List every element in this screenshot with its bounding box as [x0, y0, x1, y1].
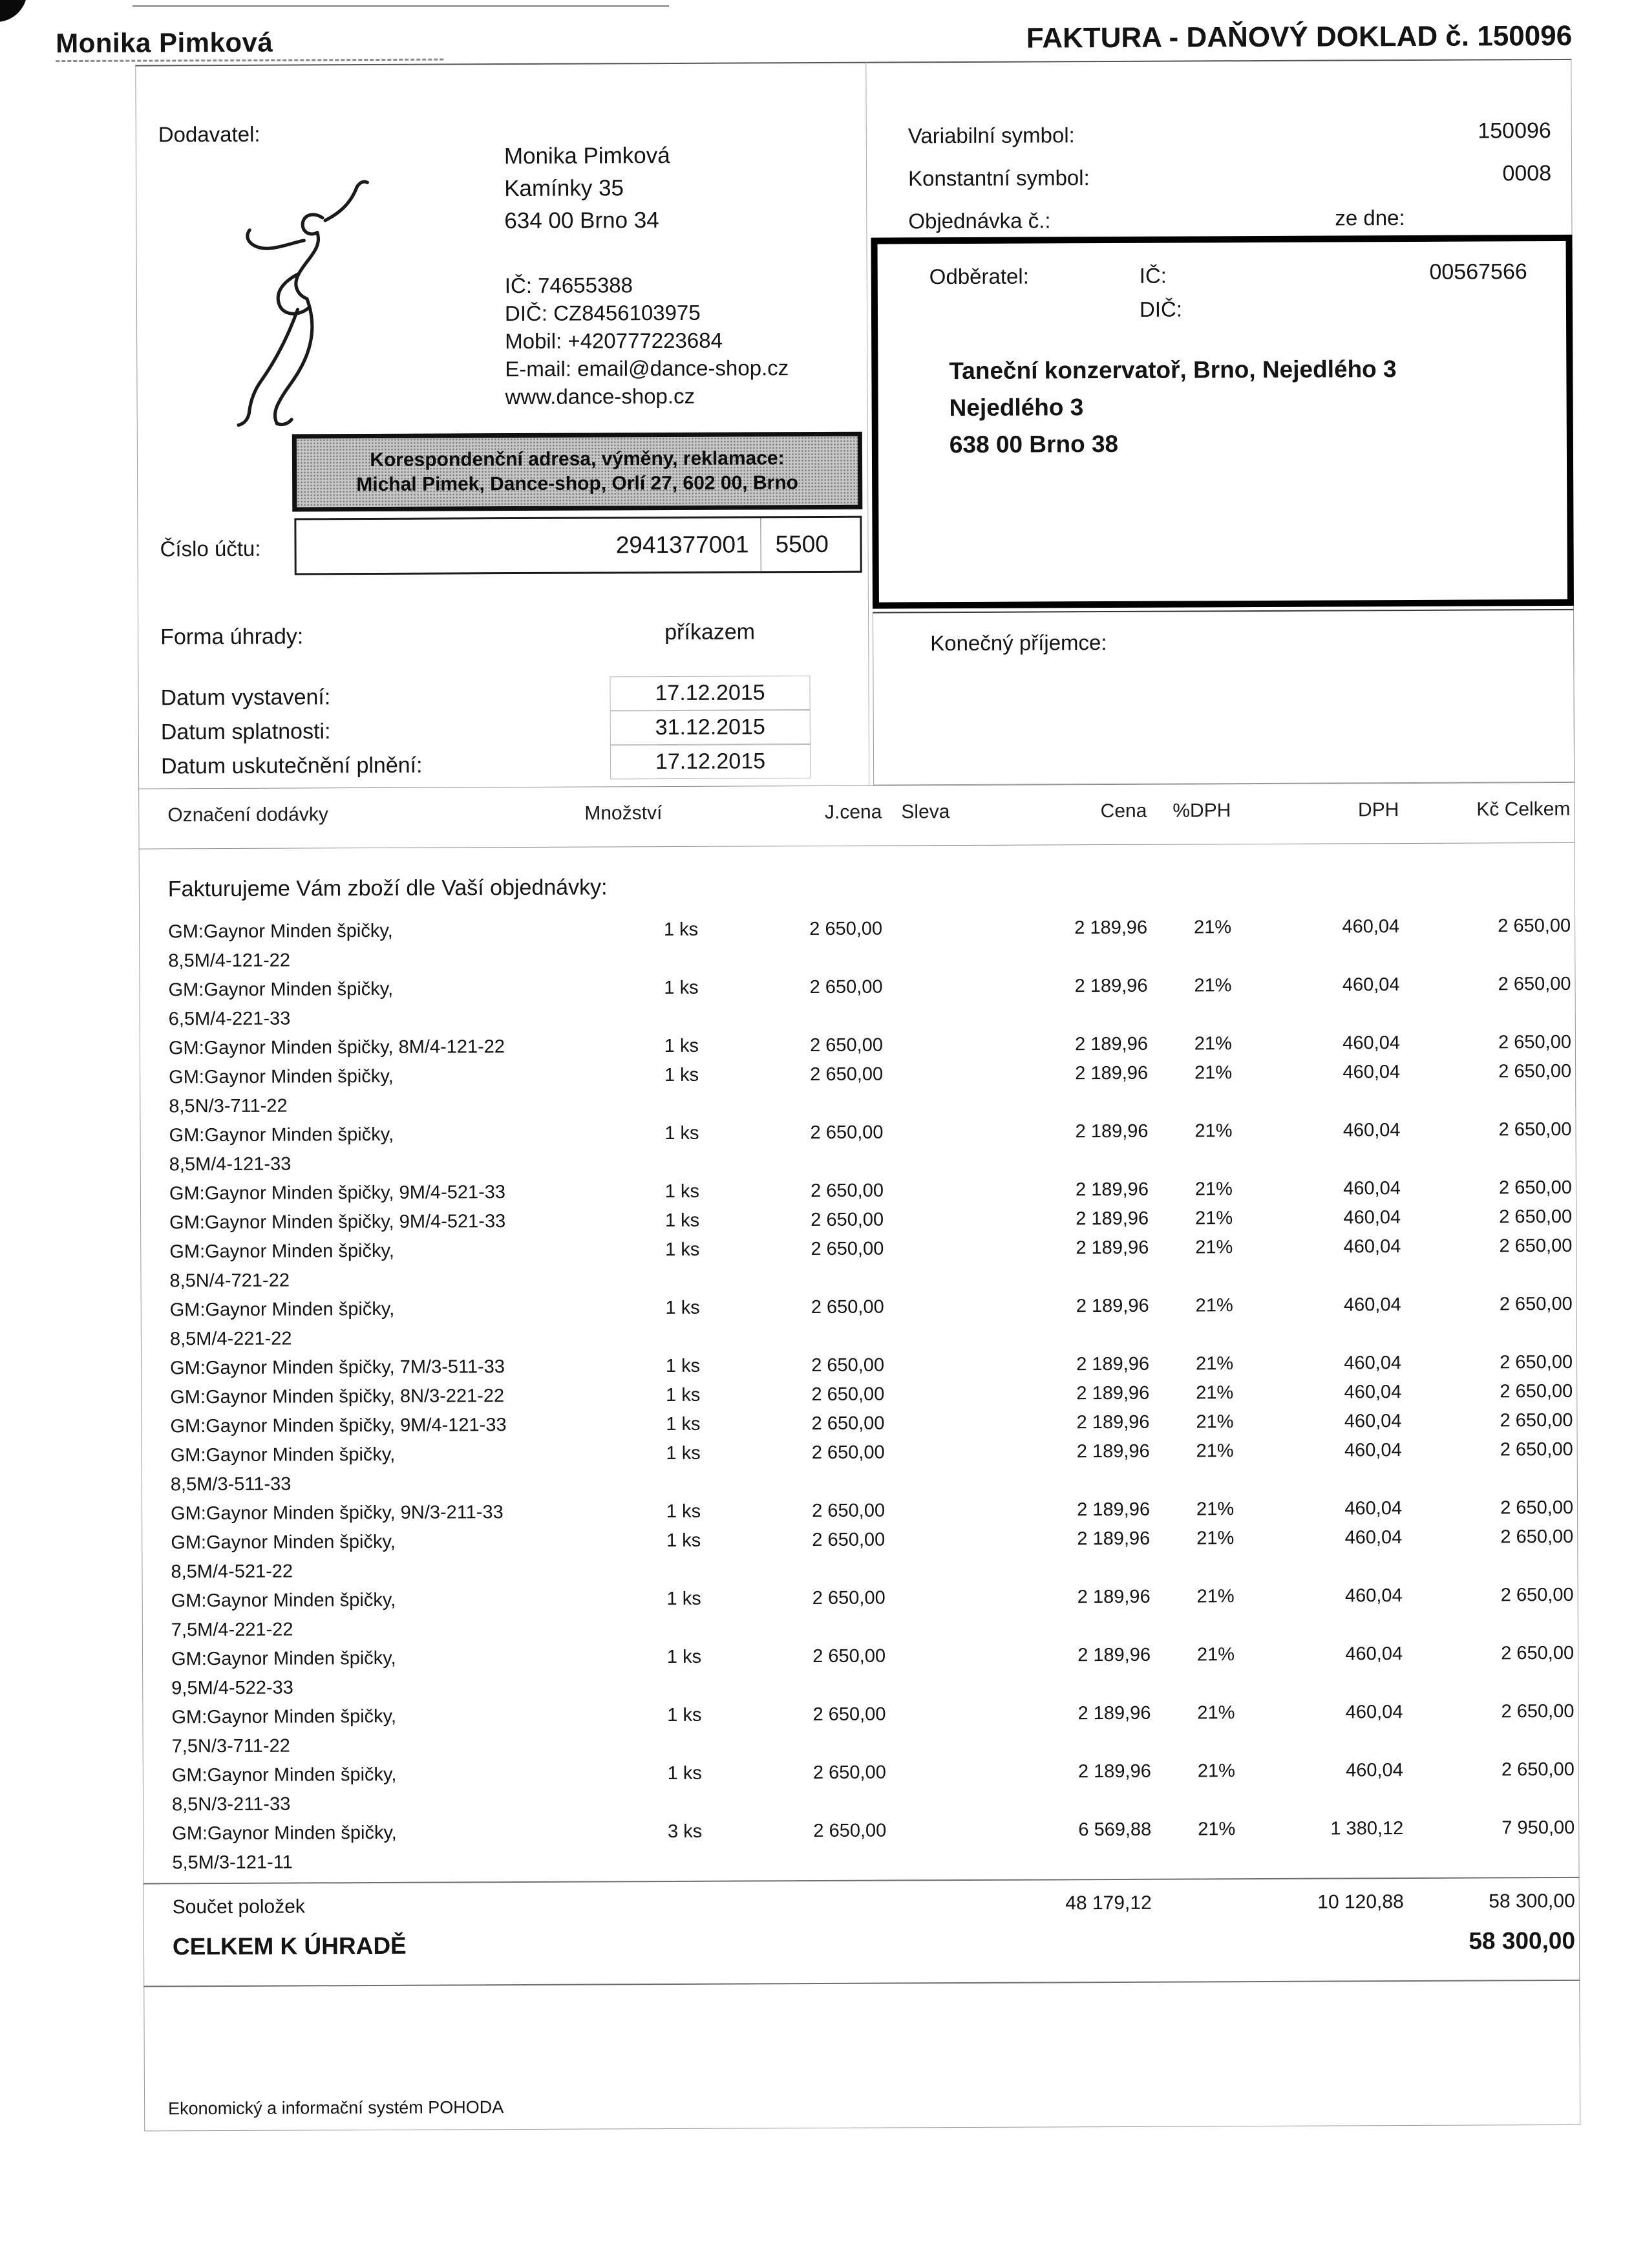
order-date-label: ze dne: [1335, 206, 1405, 230]
item-unit-price: 2 650,00 [812, 1645, 886, 1667]
item-code: 7,5M/4-221-22 [171, 1619, 293, 1641]
item-price: 2 189,96 [1077, 1644, 1151, 1666]
item-price: 2 189,96 [1077, 1586, 1151, 1608]
item-vat-rate: 21% [1196, 1440, 1234, 1462]
item-vat-rate: 21% [1194, 1033, 1232, 1054]
item-quantity: 1 ks [664, 977, 699, 999]
item-unit-price: 2 650,00 [811, 1209, 884, 1231]
item-total: 2 650,00 [1501, 1642, 1575, 1664]
item-code: 8,5M/4-521-22 [171, 1561, 293, 1583]
item-unit-price: 2 650,00 [809, 918, 883, 940]
item-discount [883, 1031, 967, 1060]
totals-sum-vat: 10 120,88 [1317, 1891, 1404, 1913]
customer-label: Odběratel: [929, 264, 1029, 289]
item-quantity: 1 ks [667, 1704, 702, 1726]
amount-due-row [143, 1925, 1580, 1963]
item-vat-amount: 460,04 [1344, 1585, 1403, 1607]
item-quantity: 1 ks [664, 1181, 699, 1203]
item-name: GM:Gaynor Minden špičky, [171, 1531, 396, 1554]
item-vat-rate: 21% [1198, 1819, 1236, 1840]
item-total: 2 650,00 [1500, 1439, 1573, 1460]
item-discount [883, 1118, 967, 1148]
item-total: 7 950,00 [1501, 1817, 1575, 1839]
item-name: GM:Gaynor Minden špičky, [172, 1822, 397, 1845]
item-discount [882, 972, 966, 1002]
item-vat-rate: 21% [1196, 1644, 1235, 1665]
item-vat-amount: 460,04 [1342, 916, 1400, 937]
col-header-quantity: Množství [584, 802, 663, 824]
item-code: 8,5M/4-121-22 [168, 950, 291, 972]
item-total: 2 650,00 [1501, 1700, 1575, 1722]
item-price: 2 189,96 [1074, 1033, 1148, 1055]
item-total: 2 650,00 [1500, 1351, 1573, 1373]
constant-symbol-value: 0008 [1502, 161, 1552, 186]
table-row [142, 1697, 1578, 1762]
item-name: GM:Gaynor Minden špičky, 9N/3-211-33 [171, 1502, 504, 1524]
correspondence-address-box [292, 432, 863, 512]
item-code: 8,5N/4-721-22 [169, 1270, 290, 1292]
item-total: 2 650,00 [1498, 1060, 1572, 1082]
header-underline [56, 59, 443, 63]
table-row [142, 1581, 1578, 1645]
item-code: 5,5M/3-121-11 [172, 1852, 293, 1874]
page-title-supplier: Monika Pimková [56, 27, 273, 59]
item-quantity: 1 ks [663, 919, 699, 941]
item-price: 2 189,96 [1077, 1528, 1151, 1550]
supplier-ic: IČ: 74655388 [504, 273, 633, 298]
item-discount [885, 1496, 969, 1526]
item-price: 2 189,96 [1077, 1499, 1151, 1521]
item-code: 8,5M/3-511-33 [170, 1473, 292, 1495]
item-vat-amount: 460,04 [1344, 1382, 1402, 1403]
item-code: 8,5M/4-121-33 [169, 1153, 292, 1175]
amount-due-value: 58 300,00 [1469, 1927, 1576, 1954]
totals-sum-label: Součet položek [172, 1896, 305, 1918]
issue-date-label: Datum vystavení: [160, 685, 331, 711]
item-quantity: 1 ks [666, 1442, 701, 1464]
item-vat-amount: 460,04 [1344, 1498, 1403, 1519]
col-header-vat-rate: %DPH [1172, 800, 1231, 822]
item-unit-price: 2 650,00 [809, 976, 883, 998]
customer-city: 638 00 Brno 38 [949, 430, 1119, 458]
item-code: 8,5N/3-711-22 [169, 1095, 288, 1117]
item-name: GM:Gaynor Minden špičky, [169, 1240, 394, 1263]
item-unit-price: 2 650,00 [811, 1384, 885, 1406]
customer-name: Taneční konzervatoř, Brno, Nejedlého 3 [949, 356, 1397, 385]
col-header-vat: DPH [1357, 799, 1399, 821]
payment-method-label: Forma úhrady: [160, 624, 304, 650]
table-row [143, 1755, 1579, 1820]
table-row [143, 1813, 1579, 1878]
supplier-street: Kamínky 35 [504, 175, 624, 202]
item-vat-rate: 21% [1194, 1120, 1233, 1142]
item-unit-price: 2 650,00 [811, 1296, 884, 1318]
item-unit-price: 2 650,00 [809, 1034, 884, 1056]
item-price: 2 189,96 [1077, 1760, 1151, 1782]
item-total: 2 650,00 [1499, 1206, 1573, 1228]
correspondence-line2: Michal Pimek, Dance-shop, Orlí 27, 602 00, Brno [356, 472, 799, 496]
item-quantity: 1 ks [664, 1035, 699, 1057]
item-total: 2 650,00 [1500, 1380, 1573, 1402]
table-row [140, 1115, 1576, 1180]
item-discount [884, 1409, 968, 1439]
item-quantity: 3 ks [667, 1821, 703, 1843]
item-discount [886, 1758, 970, 1788]
account-number: 2941377001 [615, 531, 749, 559]
item-discount [884, 1205, 968, 1235]
item-unit-price: 2 650,00 [810, 1122, 884, 1144]
due-date-value: 31.12.2015 [610, 710, 811, 745]
item-total: 2 650,00 [1498, 973, 1571, 995]
customer-street: Nejedlého 3 [949, 394, 1084, 422]
order-number-label: Objednávka č.: [908, 208, 1051, 233]
supplier-name: Monika Pimková [504, 142, 670, 169]
constant-symbol-label: Konstantní symbol: [908, 166, 1090, 191]
item-name: GM:Gaynor Minden špičky, 8M/4-121-22 [168, 1036, 505, 1059]
item-price: 2 189,96 [1076, 1208, 1149, 1230]
col-header-total: Kč Celkem [1476, 798, 1571, 820]
customer-dic-label: DIČ: [1139, 297, 1183, 321]
variable-symbol-label: Variabilní symbol: [907, 123, 1075, 148]
item-vat-rate: 21% [1197, 1702, 1235, 1724]
item-discount [886, 1642, 970, 1671]
item-code: 6,5M/4-221-33 [168, 1008, 291, 1030]
item-vat-rate: 21% [1194, 1179, 1233, 1200]
item-vat-amount: 460,04 [1342, 1032, 1400, 1054]
item-vat-rate: 21% [1196, 1586, 1235, 1607]
item-price: 2 189,96 [1076, 1353, 1150, 1375]
item-discount [884, 1292, 968, 1322]
table-row [140, 1057, 1576, 1122]
footer-system-note: Ekonomický a informační systém POHODA [168, 2097, 504, 2119]
item-quantity: 1 ks [664, 1210, 700, 1232]
item-quantity: 1 ks [666, 1413, 701, 1435]
item-price: 6 569,88 [1078, 1819, 1152, 1841]
item-vat-rate: 21% [1195, 1295, 1233, 1316]
item-name: GM:Gaynor Minden špičky, 9M/4-121-33 [170, 1415, 507, 1437]
item-quantity: 1 ks [664, 1122, 699, 1144]
item-vat-rate: 21% [1194, 975, 1232, 996]
supplier-dic: DIČ: CZ8456103975 [504, 300, 701, 326]
item-name: GM:Gaynor Minden špičky, [171, 1589, 396, 1612]
payment-method-value: příkazem [664, 619, 756, 645]
item-total: 2 650,00 [1499, 1235, 1573, 1257]
final-recipient-label: Konečný příjemce: [930, 630, 1107, 656]
item-quantity: 1 ks [666, 1384, 701, 1406]
item-quantity: 1 ks [667, 1762, 702, 1784]
item-vat-rate: 21% [1196, 1499, 1235, 1520]
item-code: 8,5N/3-211-33 [171, 1793, 291, 1815]
item-name: GM:Gaynor Minden špičky, [168, 978, 394, 1001]
invoice-items [139, 912, 1579, 1878]
item-quantity: 1 ks [666, 1588, 701, 1610]
item-code: 7,5N/3-711-22 [171, 1735, 290, 1757]
item-name: GM:Gaynor Minden špičky, [168, 920, 393, 943]
item-code: 9,5M/4-522-33 [171, 1677, 293, 1699]
spacer [1236, 1925, 1404, 1958]
item-quantity: 1 ks [666, 1501, 701, 1523]
spacer [703, 1891, 887, 1919]
item-price: 2 189,96 [1074, 917, 1148, 939]
item-name: GM:Gaynor Minden špičky, [169, 1124, 394, 1146]
item-vat-amount: 460,04 [1343, 1207, 1401, 1228]
item-price: 2 189,96 [1076, 1382, 1150, 1404]
customer-ic-label: IČ: [1139, 263, 1167, 288]
item-name: GM:Gaynor Minden špičky, 8N/3-221-22 [170, 1385, 505, 1408]
item-code: 8,5M/4-221-22 [169, 1328, 292, 1350]
correspondence-line1: Korespondenční adresa, výměny, reklamace: [370, 447, 785, 471]
item-unit-price: 2 650,00 [813, 1820, 887, 1842]
table-row [139, 970, 1575, 1034]
supply-date-value: 17.12.2015 [610, 744, 811, 779]
item-discount [885, 1525, 969, 1555]
item-unit-price: 2 650,00 [810, 1180, 884, 1202]
table-row [139, 912, 1575, 976]
document-title: FAKTURA - DAŇOVÝ DOKLAD č. 150096 [1026, 19, 1573, 54]
item-total: 2 650,00 [1498, 1177, 1572, 1199]
item-vat-amount: 460,04 [1344, 1411, 1402, 1432]
item-vat-amount: 1 380,12 [1330, 1818, 1404, 1839]
item-discount [883, 1060, 967, 1089]
supplier-mobile: Mobil: +420777223684 [505, 328, 723, 354]
item-unit-price: 2 650,00 [812, 1762, 886, 1784]
item-vat-rate: 21% [1194, 1062, 1233, 1084]
item-unit-price: 2 650,00 [812, 1587, 886, 1609]
item-vat-amount: 460,04 [1344, 1353, 1402, 1374]
invoice-intro-text: Fakturujeme Vám zboží dle Vaší objednávky: [167, 875, 608, 902]
col-header-designation: Označení dodávky [167, 804, 328, 826]
item-name: GM:Gaynor Minden špičky, [171, 1647, 396, 1670]
variable-symbol-value: 150096 [1478, 118, 1551, 144]
item-discount [884, 1234, 968, 1264]
col-header-price: Cena [1100, 800, 1147, 822]
account-label: Číslo účtu: [160, 536, 261, 561]
item-discount [885, 1438, 969, 1468]
item-unit-price: 2 650,00 [812, 1500, 886, 1522]
supplier-email: E-mail: email@dance-shop.cz [505, 356, 789, 381]
totals-sum-total: 58 300,00 [1489, 1890, 1575, 1912]
supplier-city: 634 00 Brno 34 [504, 208, 659, 234]
item-vat-amount: 460,04 [1343, 1178, 1401, 1199]
item-vat-amount: 460,04 [1344, 1527, 1403, 1548]
item-total: 2 650,00 [1500, 1526, 1574, 1548]
item-total: 2 650,00 [1500, 1409, 1573, 1431]
item-discount [886, 1700, 970, 1729]
item-quantity: 1 ks [665, 1297, 700, 1319]
item-discount [884, 1351, 968, 1380]
table-row [142, 1523, 1578, 1587]
item-quantity: 1 ks [665, 1239, 700, 1261]
item-price: 2 189,96 [1076, 1440, 1150, 1462]
item-price: 2 189,96 [1075, 1120, 1149, 1142]
item-discount [884, 1176, 968, 1206]
item-unit-price: 2 650,00 [812, 1704, 886, 1726]
item-price: 2 189,96 [1076, 1237, 1149, 1259]
item-vat-rate: 21% [1196, 1382, 1234, 1404]
bank-code: 5500 [775, 530, 829, 558]
item-total: 2 650,00 [1500, 1497, 1574, 1519]
item-vat-amount: 460,04 [1343, 1294, 1401, 1316]
item-vat-rate: 21% [1197, 1760, 1235, 1782]
item-discount [886, 1816, 970, 1846]
item-total: 2 650,00 [1500, 1584, 1574, 1606]
item-name: GM:Gaynor Minden špičky, [169, 1065, 394, 1088]
spacer [1152, 1926, 1236, 1959]
item-price: 2 189,96 [1074, 975, 1148, 997]
item-price: 2 189,96 [1076, 1295, 1149, 1317]
item-unit-price: 2 650,00 [811, 1238, 884, 1260]
item-vat-rate: 21% [1195, 1353, 1234, 1375]
account-number-box [294, 516, 862, 575]
item-name: GM:Gaynor Minden špičky, [169, 1298, 395, 1321]
item-total: 2 650,00 [1498, 1118, 1572, 1140]
supplier-label: Dodavatel: [158, 122, 260, 147]
item-vat-amount: 460,04 [1343, 1236, 1401, 1257]
item-discount [886, 1583, 970, 1613]
item-unit-price: 2 650,00 [812, 1529, 886, 1551]
item-quantity: 1 ks [666, 1530, 701, 1552]
item-vat-amount: 460,04 [1346, 1760, 1403, 1781]
item-price: 2 189,96 [1075, 1179, 1149, 1201]
item-vat-amount: 460,04 [1342, 1120, 1401, 1141]
dancer-logo-icon [217, 177, 399, 436]
col-header-unit-price: J.cena [824, 801, 882, 823]
item-quantity: 1 ks [666, 1646, 702, 1668]
item-vat-amount: 460,04 [1345, 1643, 1403, 1665]
item-unit-price: 2 650,00 [810, 1064, 884, 1086]
table-row [141, 1290, 1577, 1354]
due-date-label: Datum splatnosti: [160, 719, 331, 745]
item-total: 2 650,00 [1501, 1759, 1575, 1781]
item-total: 2 650,00 [1499, 1293, 1573, 1315]
item-price: 2 189,96 [1075, 1062, 1149, 1084]
item-unit-price: 2 650,00 [811, 1442, 885, 1464]
supply-date-label: Datum uskutečnění plnění: [160, 753, 423, 779]
item-price: 2 189,96 [1076, 1411, 1150, 1433]
item-discount [882, 914, 966, 944]
amount-due-label: CELKEM K ÚHRADĚ [172, 1932, 407, 1960]
item-unit-price: 2 650,00 [811, 1413, 885, 1435]
item-unit-price: 2 650,00 [811, 1354, 885, 1376]
spacer [1152, 1889, 1236, 1917]
item-total: 2 650,00 [1498, 1031, 1571, 1053]
spacer [887, 1890, 971, 1918]
customer-ic-value: 00567566 [1429, 259, 1527, 284]
item-name: GM:Gaynor Minden špičky, 9M/4-521-33 [169, 1211, 506, 1234]
item-total: 2 650,00 [1498, 915, 1571, 937]
supplier-web: www.dance-shop.cz [505, 383, 695, 409]
customer-box [871, 235, 1573, 609]
item-discount [884, 1380, 968, 1409]
item-name: GM:Gaynor Minden špičky, 7M/3-511-33 [170, 1356, 505, 1379]
item-name: GM:Gaynor Minden špičky, 9M/4-521-33 [169, 1182, 506, 1204]
item-vat-rate: 21% [1194, 1208, 1233, 1229]
totals-sum-price: 48 179,12 [1065, 1892, 1152, 1914]
item-vat-rate: 21% [1194, 917, 1232, 938]
item-quantity: 1 ks [665, 1355, 701, 1377]
item-name: GM:Gaynor Minden špičky, [170, 1444, 396, 1466]
item-vat-rate: 21% [1196, 1528, 1235, 1549]
item-name: GM:Gaynor Minden špičky, [171, 1706, 397, 1728]
item-vat-rate: 21% [1196, 1411, 1234, 1433]
table-row [140, 1232, 1576, 1296]
item-vat-rate: 21% [1195, 1237, 1233, 1258]
item-quantity: 1 ks [664, 1064, 699, 1086]
col-header-discount: Sleva [901, 801, 950, 823]
item-vat-amount: 460,04 [1344, 1440, 1402, 1461]
item-price: 2 189,96 [1077, 1702, 1151, 1724]
item-name: GM:Gaynor Minden špičky, [171, 1764, 397, 1786]
table-row [142, 1435, 1578, 1500]
table-row [142, 1639, 1578, 1704]
item-vat-amount: 460,04 [1342, 1062, 1401, 1083]
spacer [971, 1927, 1152, 1960]
issue-date-value: 17.12.2015 [610, 676, 810, 711]
final-recipient-box [873, 609, 1575, 786]
item-vat-amount: 460,04 [1345, 1702, 1403, 1723]
item-vat-amount: 460,04 [1342, 974, 1400, 996]
